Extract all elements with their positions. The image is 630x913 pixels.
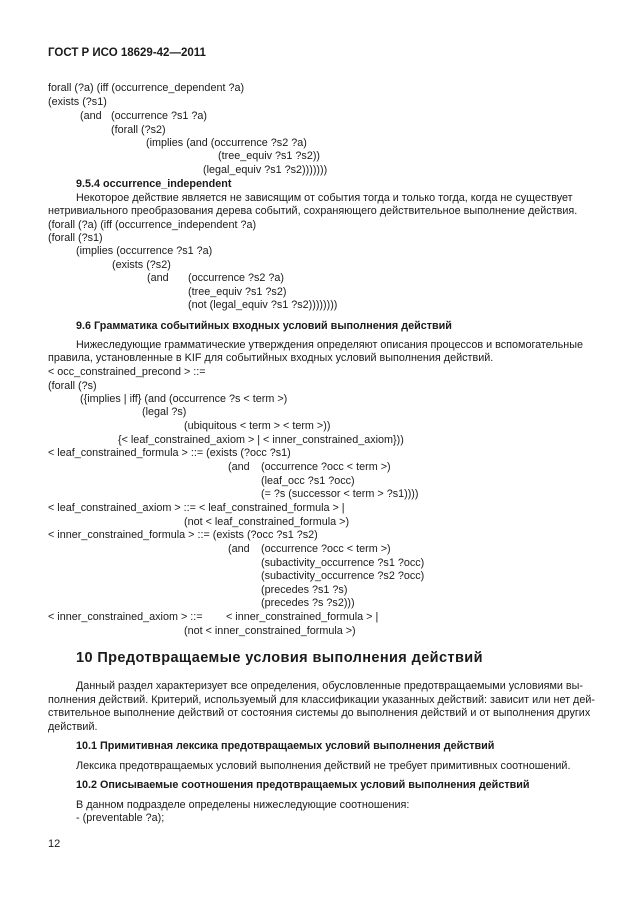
paragraph-line: Нижеследующие грамматические утверждения определяют описания процессов и вспомогательные xyxy=(76,339,584,351)
grammar-line: < leaf_constrained_formula > ::= (exists (?occ ?s1) xyxy=(48,447,291,459)
code-line: (exists (?s1) xyxy=(48,96,107,108)
grammar-line: (subactivity_occurrence ?s1 ?occ) xyxy=(261,557,425,569)
grammar-line: < occ_constrained_precond > ::= xyxy=(48,366,206,378)
paragraph-line: Данный раздел характеризует все определения, обусловленные предотвращаемыми условиями вы- xyxy=(76,680,584,692)
document-header-title: ГОСТ Р ИСО 18629-42—2011 xyxy=(48,47,206,59)
code-line: (and xyxy=(80,110,102,122)
code-line: (forall (?s1) xyxy=(48,232,103,244)
grammar-line: ({implies | iff} (and (occurrence ?s < term >) xyxy=(80,393,288,405)
grammar-line: (leaf_occ ?s1 ?occ) xyxy=(261,475,355,487)
paragraph-line: действий. xyxy=(48,721,98,733)
grammar-line: (and xyxy=(228,461,250,473)
grammar-line: (forall (?s) xyxy=(48,380,97,392)
code-line: (occurrence ?s2 ?a) xyxy=(188,272,285,284)
grammar-line: (subactivity_occurrence ?s2 ?occ) xyxy=(261,570,425,582)
section-heading-10: 10 Предотвращаемые условия выполнения действий xyxy=(76,650,483,666)
list-item: - (preventable ?a); xyxy=(76,812,165,824)
grammar-line: < leaf_constrained_axiom > ::= < leaf_constrained_formula > | xyxy=(48,502,345,514)
grammar-line: (not < inner_constrained_formula >) xyxy=(184,625,356,637)
grammar-line: < inner_constrained_formula > ::= (exists (?occ ?s1 ?s2) xyxy=(48,529,318,541)
grammar-line: (precedes ?s1 ?s) xyxy=(261,584,348,596)
code-line: (legal_equiv ?s1 ?s2))))))) xyxy=(203,164,328,176)
grammar-line: < inner_constrained_formula > | xyxy=(226,611,379,623)
code-line: (and xyxy=(147,272,169,284)
code-line: (implies (occurrence ?s1 ?a) xyxy=(76,245,213,257)
subsection-heading-102: 10.2 Описываемые соотношения предотвращаемых условий выполнения действий xyxy=(76,779,530,791)
paragraph-line: полнения действий. Критерий, используемый для классификации указанных действий: зависит или нет дей- xyxy=(48,694,595,706)
paragraph-line: правила, установленные в KIF для событийных входных условий выполнения действий. xyxy=(48,352,494,364)
paragraph-line: Лексика предотвращаемых условий выполнения действий не требует примитивных соотношений. xyxy=(76,760,571,772)
code-line: (forall (?s2) xyxy=(111,124,166,136)
grammar-line: (legal ?s) xyxy=(142,406,187,418)
grammar-line: (occurrence ?occ < term >) xyxy=(261,543,391,555)
code-line: (exists (?s2) xyxy=(112,259,171,271)
code-line: (occurrence ?s1 ?a) xyxy=(111,110,208,122)
code-line: (tree_equiv ?s1 ?s2)) xyxy=(218,150,321,162)
grammar-line: (and xyxy=(228,543,250,555)
paragraph-line: нетривиального преобразования дерева событий, сохраняющего действительное выполнение действия. xyxy=(48,205,578,217)
code-line: (tree_equiv ?s1 ?s2) xyxy=(188,286,287,298)
subsection-heading-101: 10.1 Примитивная лексика предотвращаемых условий выполнения действий xyxy=(76,740,495,752)
grammar-line: {< leaf_constrained_axiom > | < inner_constrained_axiom})) xyxy=(118,434,404,446)
subsection-heading-954: 9.5.4 occurrence_independent xyxy=(76,178,232,190)
grammar-line: (ubiquitous < term > < term >)) xyxy=(184,420,331,432)
paragraph-line: Некоторое действие является не зависящим от события тогда и только тогда, когда не существует xyxy=(76,192,573,204)
grammar-line: < inner_constrained_axiom > ::= xyxy=(48,611,203,623)
paragraph-line: ствительное выполнение действий от состояния системы до выполнения действий и от выполнения других xyxy=(48,707,591,719)
page-number: 12 xyxy=(48,838,61,850)
code-line: (forall (?a) (iff (occurrence_independent ?a) xyxy=(48,219,257,231)
code-line: forall (?a) (iff (occurrence_dependent ?a) xyxy=(48,82,245,94)
grammar-line: (= ?s (successor < term > ?s1)))) xyxy=(261,488,419,500)
code-line: (implies (and (occurrence ?s2 ?a) xyxy=(146,137,307,149)
grammar-line: (occurrence ?occ < term >) xyxy=(261,461,391,473)
code-line: (not (legal_equiv ?s1 ?s2)))))))) xyxy=(188,299,338,311)
paragraph-line: В данном подразделе определены нижеследующие соотношения: xyxy=(76,799,410,811)
grammar-line: (not < leaf_constrained_formula >) xyxy=(184,516,350,528)
subsection-heading-96: 9.6 Грамматика событийных входных условий выполнения действий xyxy=(76,320,452,332)
grammar-line: (precedes ?s ?s2))) xyxy=(261,597,355,609)
